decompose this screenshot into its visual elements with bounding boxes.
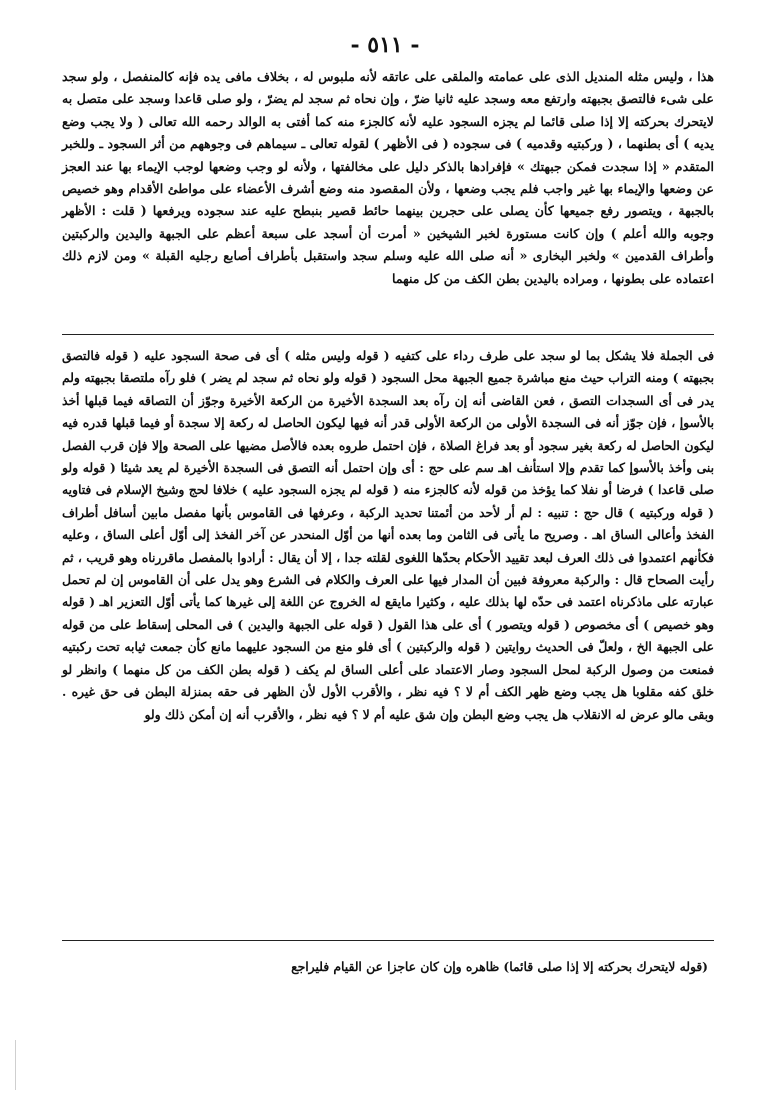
main-text-block [62, 66, 714, 290]
main-text-paragraph: هذا ، وليس مثله المنديل الذى على عمامته والملقى على عاتقه لأنه ملبوس له ، بخلاف مافى يده فإنه كالمنفصل ، ولو سجد على شىء فالتصق بجبهته وارتفع معه وسجد عليه ثانيا ضرّ ، وإن نحاه ثم سجد لم يضرّ ، ولو صلى قاعدا وسجد على متصل به لايتحرك بحركته إلا إذا صلى قائما لم يجزه السجود عليه لأنه كالجزء منه كما أفتى به الوالد رحمه الله تعالى ( ولا يجب وضع يديه ) أى بطنهما ، ( وركبتيه وقدميه ) فى سجوده ( فى الأظهر ) لقوله تعالى ـ سيماهم فى وجوههم من أثر السجود ـ وللخبر المتقدم « إذا سجدت فمكن جبهتك » فإفرادها بالذكر دليل على مخالفتها ، ولأنه لو وجب وضعها لوجب الإيماء بها عند العجز عن وضعها والإيماء بها غير واجب فلم يجب وضعها ، ولأن المقصود منه وضع أشرف الأعضاء على مواطئ الأقدام وهو خصيص بالجبهة ، ويتصور رفع جميعها كأن يصلى على حجرين بينهما حائط قصير بنبطح عليه عند سجوده ويرفعها ( قلت : الأظهر وجوبه والله أعلم ) وإن كانت مستورة لخبر الشيخين « أمرت أن أسجد على سبعة أعظم على الجبهة واليدين والركبتين وأطراف القدمين » ولخبر البخارى « أنه صلى الله عليه وسلم سجد واستقبل بأطراف أصابع رجليه القبلة » ومن لازم ذلك اعتماده على بطونها ، ومراده باليدين بطن الكف من كل منهما [62, 69, 714, 286]
page-number: - ٥١١ - [350, 32, 420, 58]
scan-margin-mark [15, 1040, 16, 1090]
footnote: (قوله لايتحرك بحركته إلا إذا صلى قائما) ظاهره وإن كان عاجزا عن القيام فليراجع [291, 959, 708, 974]
section-divider [62, 334, 714, 335]
commentary-block [62, 345, 714, 726]
commentary-paragraph: فى الجملة فلا يشكل بما لو سجد على طرف رداء على كتفيه ( قوله وليس مثله ) أى فى صحة السجود عليه ( قوله فالتصق بجبهته ) ومنه التراب حيث منع مباشرة جميع الجبهة محل السجود ( قوله ولو نحاه ثم سجد لم يضر ) فلو رآه ملتصقا بجبهته ولم يدر فى أى السجدات التصق ، فعن القاضى أنه إن رآه بعد السجدة الأخيرة من الركعة الأخيرة وجوّز أن التصاقه فيما قبلها أخذ بالأسوإ ، فإن جوّز أنه فى السجدة الأولى من الركعة الأولى قدر أنه فيها ليكون الحاصل له ركعة إلا سجدة أو فيما قبلها قدره فيه ليكون الحاصل له ركعة بغير سجود أو بعد فراغ الصلاة ، فإن احتمل طروه بعده فالأصل مضيها على الصحة وإلا فإن قرب الفصل بنى وأخذ بالأسوإ كما تقدم وإلا استأنف اهـ سم على حج : أى وإن احتمل أنه التصق فى السجدة الأخيرة لم يعد شيئا ( قوله ولو صلى قاعدا ) فرضا أو نفلا كما يؤخذ من قوله لأنه كالجزء منه ( قوله لم يجزه السجود عليه ) خلافا لحج وشيخ الإسلام فى فتاويه ( قوله وركبتيه ) قال حج : تنبيه : لم أر لأحد من أئمتنا تحديد الركبة ، وعرفها فى القاموس بأنها مفصل مابين أسافل أطراف الفخذ وأعالى الساق اهـ . وصريح ما يأتى فى الثامن وما بعده أنها من أوّل المنحدر عن آخر الفخذ إلى أوّل أعلى الساق ، وعليه فكأنهم اعتمدوا فى ذلك العرف لبعد تقييد الأحكام بحدّها اللغوى لقلته جدا ، إلا أن يقال : أرادوا بالمفصل ماقررناه وهو قريب ، ثم رأيت الصحاح قال : والركبة معروفة فبين أن المدار فيها على العرف والكلام فى الشرع وهو يدل على أن القاموس إن لم تحمل عبارته على ماذكرناه اعتمد فى حدّه لها بذلك عليه ، وكثيرا مايقع له الخروج عن اللغة إلى غيرها كما يأتى أوّل التعزير اهـ ( قوله وهو خصيص ) أى مخصوص ( قوله ويتصور ) أى على هذا القول ( قوله على الجبهة واليدين ) فى المحلى إسقاط على من قوله على الجبهة الخ ، ولعلّ فى الحديث روايتين ( قوله والركبتين ) أى فلو منع من السجود عليهما مانع كأن جمعت ثيابه تحت ركبتيه فمنعت من وصول الركبة لمحل السجود وصار الاعتماد على أعلى الساق لم يكف ( قوله بطن الكف من كل منهما ) وانظر لو خلق كفه مقلوبا هل يجب وضع ظهر الكف أم لا ؟ فيه نظر ، والأقرب الأول لأن الظهر فى حقه بمنزلة البطن فى حق غيره . وبقى مالو عرض له الانقلاب هل يجب وضع البطن وإن شق عليه أم لا ؟ فيه نظر ، والأقرب أنه إن أمكن ذلك ولو [62, 348, 714, 722]
footnote-divider [62, 940, 714, 941]
